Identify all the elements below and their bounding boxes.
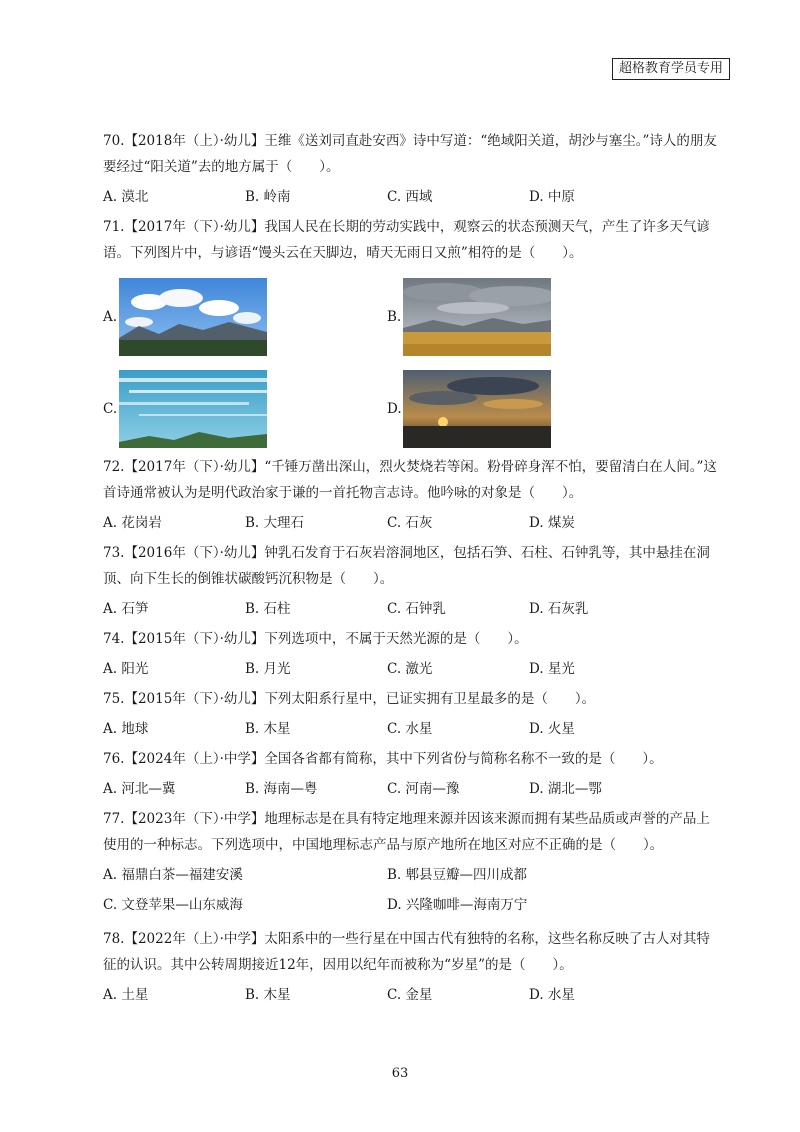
question-text: 77.【2023年（下）·中学】地理标志是在具有特定地理来源并因该来源而拥有某些品质或声誉的产品上使用的一种标志。下列选项中，中国地理标志产品与原产地所在地区对应不正确的是（ ）。 bbox=[103, 811, 710, 853]
question-text: 74.【2015年（下）·幼儿】下列选项中，不属于天然光源的是（ ）。 bbox=[103, 631, 528, 647]
option-c: C. 石灰 bbox=[387, 515, 433, 531]
option-d: D. 星光 bbox=[529, 661, 575, 677]
option-a: A. 漠北 bbox=[103, 189, 149, 205]
option-d: D. 石灰乳 bbox=[529, 601, 589, 617]
options-row bbox=[103, 656, 723, 682]
option-d: D. 湖北—鄂 bbox=[529, 781, 602, 797]
option-label: D. bbox=[387, 401, 402, 417]
option-b: B. 石柱 bbox=[245, 601, 291, 617]
question-text: 78.【2022年（上）·中学】太阳系中的一些行星在中国古代有独特的名称，这些名称反映了古人对其特征的认识。其中公转周期接近12年，因用以纪年而被称为“岁星”的是（ ）。 bbox=[103, 931, 710, 973]
options-row bbox=[103, 596, 723, 622]
sunset-clouds-photo bbox=[403, 370, 551, 448]
option-label: A. bbox=[103, 309, 118, 325]
option-a: A. 福鼎白茶—福建安溪 bbox=[103, 867, 243, 883]
option-b: B. 岭南 bbox=[245, 189, 291, 205]
option-c: C. 西域 bbox=[387, 189, 433, 205]
option-b: B. 郫县豆瓣—四川成都 bbox=[387, 867, 528, 883]
option-c: C. 水星 bbox=[387, 721, 433, 737]
question-74 bbox=[103, 626, 723, 682]
options-row bbox=[103, 982, 723, 1008]
question-73 bbox=[103, 540, 723, 622]
option-b: B. 木星 bbox=[245, 721, 291, 737]
blue-sky-cirrus-photo bbox=[119, 370, 267, 448]
option-d: D. 中原 bbox=[529, 189, 575, 205]
option-b: B. 木星 bbox=[245, 987, 291, 1003]
question-78 bbox=[103, 926, 723, 1008]
question-text: 71.【2017年（下）·幼儿】我国人民在长期的劳动实践中，观察云的状态预测天气，产生了许多天气谚语。下列图片中，与谚语“馒头云在天脚边，晴天无雨日又煎”相符的是（ ）。 bbox=[103, 219, 710, 261]
image-option-b bbox=[387, 278, 671, 356]
options-row bbox=[103, 510, 723, 536]
watermark-stamp: 超格教育学员专用 bbox=[612, 58, 730, 80]
image-option-d bbox=[387, 370, 671, 448]
option-d: D. 兴隆咖啡—海南万宁 bbox=[387, 897, 528, 913]
image-options-row-1 bbox=[103, 276, 723, 358]
question-list bbox=[103, 128, 723, 1012]
option-b: B. 月光 bbox=[245, 661, 291, 677]
option-a: A. 石笋 bbox=[103, 601, 149, 617]
option-a: A. 土星 bbox=[103, 987, 149, 1003]
option-d: D. 煤炭 bbox=[529, 515, 575, 531]
question-70 bbox=[103, 128, 723, 210]
options-row bbox=[103, 776, 723, 802]
question-76 bbox=[103, 746, 723, 802]
options-row bbox=[103, 716, 723, 742]
option-a: A. 地球 bbox=[103, 721, 149, 737]
question-text: 75.【2015年（下）·幼儿】下列太阳系行星中，已证实拥有卫星最多的是（ ）。 bbox=[103, 691, 596, 707]
grassland-overcast-photo bbox=[403, 278, 551, 356]
option-a: A. 河北—冀 bbox=[103, 781, 176, 797]
option-d: D. 火星 bbox=[529, 721, 575, 737]
option-label: C. bbox=[103, 401, 118, 417]
question-text: 73.【2016年（下）·幼儿】钟乳石发育于石灰岩溶洞地区，包括石笋、石柱、石钟乳等，其中悬挂在洞顶、向下生长的倒锥状碳酸钙沉积物是（ ）。 bbox=[103, 545, 710, 587]
question-text: 76.【2024年（上）·中学】全国各省都有简称，其中下列省份与简称名称不一致的是（ ）。 bbox=[103, 751, 663, 767]
question-77 bbox=[103, 806, 723, 922]
question-text: 72.【2017年（下）·幼儿】“千锤万凿出深山，烈火焚烧若等闲。粉骨碎身浑不怕，要留清白在人间。”这首诗通常被认为是明代政治家于谦的一首托物言志诗。他吟咏的对象是（ ）。 bbox=[103, 459, 717, 501]
option-c: C. 文登苹果—山东威海 bbox=[103, 897, 243, 913]
image-option-c bbox=[103, 370, 387, 448]
option-d: D. 水星 bbox=[529, 987, 575, 1003]
image-option-a bbox=[103, 278, 387, 356]
image-options-row-2 bbox=[103, 368, 723, 450]
cumulus-clouds-photo bbox=[119, 278, 267, 356]
option-b: B. 海南—粤 bbox=[245, 781, 318, 797]
question-75 bbox=[103, 686, 723, 742]
options-grid bbox=[103, 862, 723, 922]
option-a: A. 花岗岩 bbox=[103, 515, 162, 531]
option-c: C. 激光 bbox=[387, 661, 433, 677]
question-72 bbox=[103, 454, 723, 536]
options-row bbox=[103, 184, 723, 210]
option-c: C. 河南—豫 bbox=[387, 781, 460, 797]
option-label: B. bbox=[387, 309, 402, 325]
question-text: 70.【2018年（上）·幼儿】王维《送刘司直赴安西》诗中写道：“绝域阳关道，胡沙与塞尘。”诗人的朋友要经过“阳关道”去的地方属于（ ）。 bbox=[103, 133, 717, 175]
page-number: 63 bbox=[391, 1066, 409, 1081]
option-b: B. 大理石 bbox=[245, 515, 305, 531]
question-71 bbox=[103, 214, 723, 450]
option-c: C. 金星 bbox=[387, 987, 433, 1003]
option-c: C. 石钟乳 bbox=[387, 601, 446, 617]
option-a: A. 阳光 bbox=[103, 661, 149, 677]
